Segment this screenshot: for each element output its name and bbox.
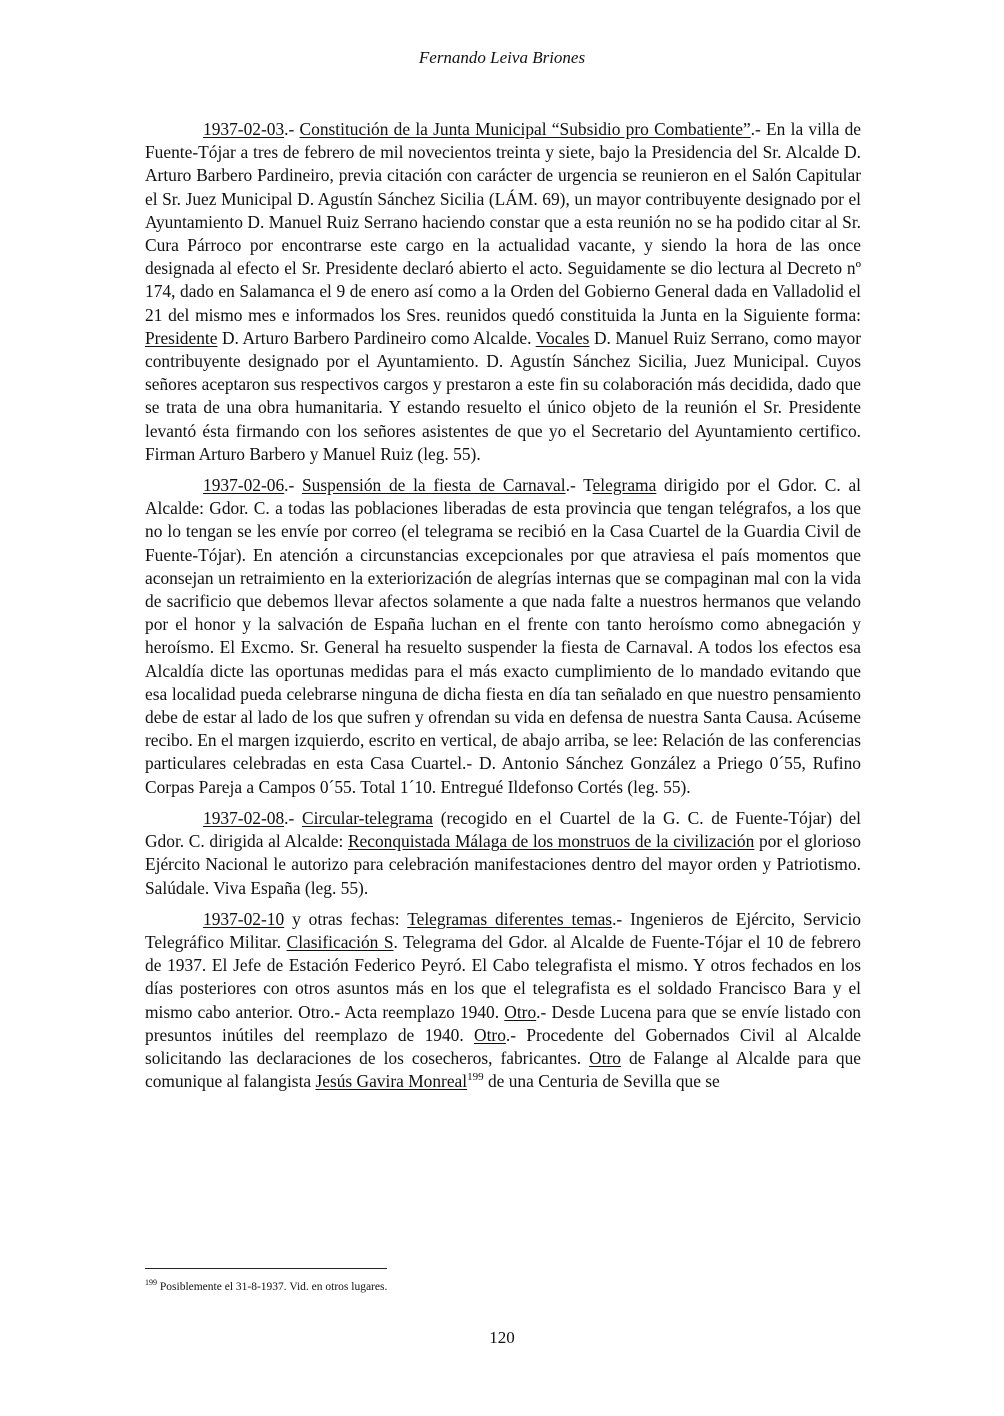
text-run: de Falange al Alcalde para que comunique al falangista <box>145 1047 861 1092</box>
text-run: (recogido en el Cuartel de la G. C. de Fuente-Tójar) del Gdor. C. dirigida al Alcalde: <box>145 807 861 852</box>
underlined-text: Telegramas diferentes temas <box>407 908 613 929</box>
footnote <box>145 1278 861 1293</box>
page-number: 120 <box>489 1328 515 1347</box>
underlined-text: Suspensión de la fiesta de Carnaval <box>302 475 566 496</box>
underlined-text: Presidente <box>145 327 218 348</box>
underlined-text: Clasificación S <box>286 931 394 952</box>
underlined-text: elegrama <box>592 475 657 496</box>
footnote-marker: 199 <box>145 1278 157 1288</box>
paragraph <box>145 908 861 1094</box>
paragraph <box>145 474 861 799</box>
underlined-text: Otro <box>589 1047 621 1068</box>
paragraph <box>145 118 861 466</box>
text-run: D. Manuel Ruiz Serrano, como mayor contribuyente designado por el Ayuntamiento. D. Agustín Sánchez Sicilia, Juez Municipal. Cuyos señores aceptaron sus respectivos cargos y prestaron a este fin su colaboración más decidida, dado que se trata de una obra humanitaria. Y estando resuelto el único objeto de la reunión el Sr. Presidente levantó ésta firmando con los señores asistentes de que yo el Secretario del Ayuntamiento certifico. Firman Arturo Barbero y Manuel Ruiz (leg. 55). <box>145 327 861 464</box>
underlined-text: Otro <box>504 1001 537 1022</box>
text-run: D. Arturo Barbero Pardineiro como Alcalde. <box>217 327 536 348</box>
text-run: .- Ingenieros de Ejército, Servicio Telegráfico Militar. <box>145 908 861 952</box>
footnote-text: Posiblemente el 31-8-1937. Vid. en otros lugares. <box>157 1281 388 1293</box>
paragraph <box>145 807 861 900</box>
underlined-text: 1937-02-06 <box>203 475 285 496</box>
text-run: .- Desde Lucena para que se envíe listado con presuntos inútiles del reemplazo de 1940. <box>145 1001 861 1045</box>
underlined-text: 1937-02-10 <box>203 908 285 929</box>
underlined-text: Jesús Gavira Monreal <box>315 1071 468 1092</box>
footnote-reference: 199 <box>467 1071 484 1084</box>
text-run: por el glorioso Ejército Nacional le autorizo para celebración manifestaciones dentro del mayor orden y Patriotismo. Salúdale. Viva España (leg. 55). <box>145 831 861 898</box>
underlined-text: Vocales <box>535 327 590 348</box>
text-run: dirigido por el Gdor. C. al Alcalde: Gdor. C. a todas las poblaciones liberadas de esta provincia que tengan telégrafos, a los que no lo tengan se les envíe por correo (el telegrama se recibió en la Casa Cuartel de la Guardia Civil de Fuente-Tójar). En atención a circunstancias excepcionales por que atraviesa el país momentos que aconsejan un retraimiento en la exteriorización de alegrías internas que se compaginan mal con la vida de sacrificio que debemos llevar afectos solamente a que nada falte a nuestros hermanos que velando por el honor y la salvación de España luchan en el frente con tanto heroísmo como abnegación y heroísmo. El Excmo. Sr. General ha resuelto suspender la fiesta de Carnaval. A todos los efectos esa Alcaldía dicte las oportunas medidas para el más exacto cumplimiento de lo mandado evitando que esa localidad pueda celebrarse ninguna de dicha fiesta en día tan señalado en que nuestro pensamiento debe de estar al lado de los que sufren y ofrendan su vida en defensa de nuestra Santa Causa. Acúseme recibo. En el margen izquierdo, escrito en vertical, de abajo arriba, se lee: Relación de las conferencias particulares celebradas en esta Casa Cuartel.- D. Antonio Sánchez González a Priego 0´55, Rufino Corpas Pareja a Campos 0´55. Total 1´10. Entregué Ildefonso Cortés (leg. 55). <box>145 475 862 797</box>
running-header: Fernando Leiva Briones <box>418 48 586 67</box>
underlined-text: 1937-02-03 <box>203 119 285 139</box>
underlined-text: Otro <box>474 1024 506 1045</box>
text-run: . Telegrama del Gdor. al Alcalde de Fuente-Tójar el 10 de febrero de 1937. El Jefe de Estación Federico Peyró. El Cabo telegrafista el mismo. Y otros fechados en los días posteriores con otros asuntos más en los que el telegrafista es el soldado Francisco Bara y el mismo cabo anterior. Otro.- Acta reemplazo 1940. <box>145 931 861 1022</box>
body-text <box>145 118 861 1101</box>
text-run: .- <box>284 475 303 496</box>
footnote-divider <box>145 1268 387 1269</box>
text-run: de una Centuria de Sevilla que se <box>483 1071 720 1092</box>
text-run: .- T <box>565 475 593 496</box>
text-run: .- <box>284 807 303 828</box>
underlined-text: Reconquistada Málaga de los monstruos de la civilización <box>347 831 755 852</box>
underlined-text: Constitución de la Junta Municipal “Subsidio pro Combatiente” <box>299 119 751 139</box>
text-run: .- En la villa de Fuente-Tójar a tres de febrero de mil novecientos treinta y siete, bajo la Presidencia del Sr. Alcalde D. Arturo Barbero Pardineiro, previa citación con carácter de urgencia se reunieron en el Salón Capitular el Sr. Juez Municipal D. Agustín Sánchez Sicilia (LÁM. 69), un mayor contribuyente designado por el Ayuntamiento D. Manuel Ruiz Serrano haciendo constar que a esta reunión no se ha podido citar al Sr. Cura Párroco por encontrarse este cargo en la actualidad vacante, y siendo la hora de las once designada al efecto el Sr. Presidente declaró abierto el acto. Seguidamente se dio lectura al Decreto nº 174, dado en Salamanca el 9 de enero así como a la Orden del Gobierno General dada en Valladolid el 21 del mismo mes e informados los Sres. reunidos quedó constituida la Junta en la Siguiente forma: <box>145 119 861 325</box>
text-run: y otras fechas: <box>284 908 408 929</box>
underlined-text: 1937-02-08 <box>203 807 285 828</box>
text-run: .- Procedente del Gobernados Civil al Alcalde solicitando las declaraciones de los cosecheros, fabricantes. <box>145 1024 862 1068</box>
text-run: .- <box>284 119 300 139</box>
underlined-text: Circular-telegrama <box>302 807 434 828</box>
